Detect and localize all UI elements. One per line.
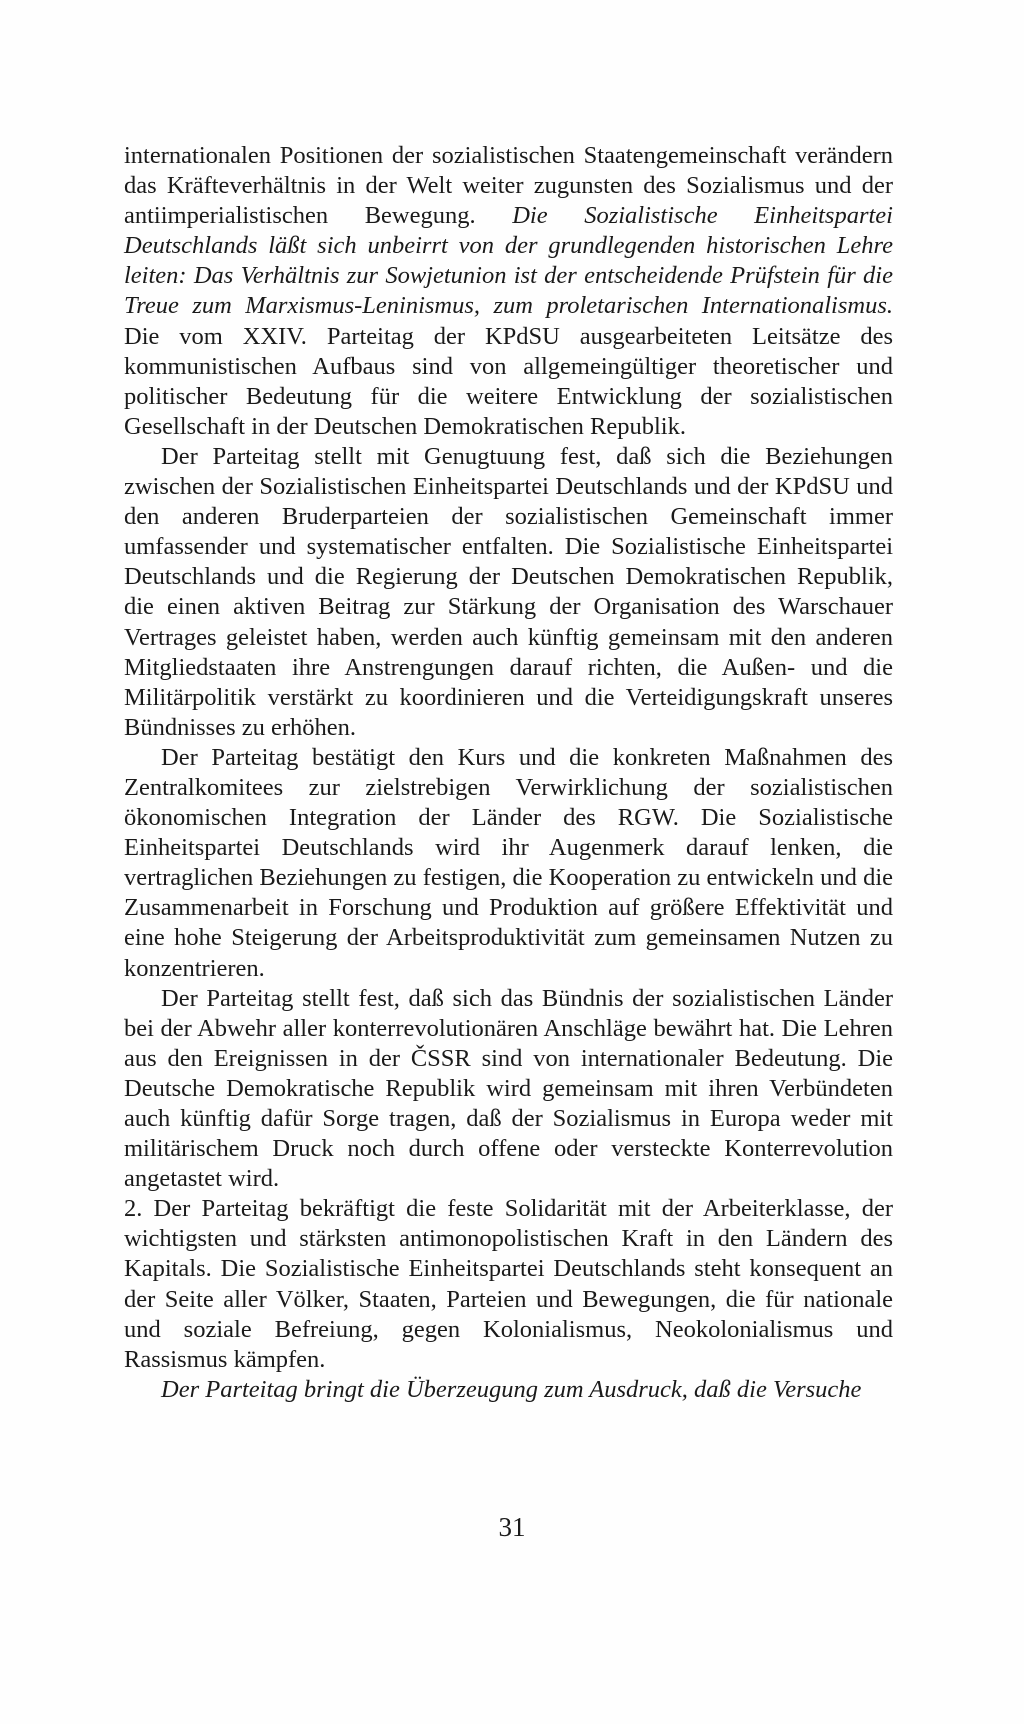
paragraph-5-numbered [124, 1194, 893, 1375]
paragraph-1-segment-1: internationalen Positionen der sozialistischen Staatengemeinschaft verändern das Kräfteverhältnis in der Welt weiter zugunsten des Sozialismus und der antiimperialistischen Bewegung. [124, 142, 893, 230]
paragraph-1-segment-3: Die vom XXIV. Parteitag der KPdSU ausgearbeiteten Leitsätze des kommunistischen Aufbaus sind von allgemeingültiger theoretischer und politischer Bedeutung für die weitere Entwicklung der sozialistischen Gesellschaft in der Deutschen Demokratischen Republik. [124, 322, 893, 440]
paragraph-5-segment-1: 2. Der Parteitag bekräftigt die feste Solidarität mit der Arbeiterklasse, der wichtigsten und stärksten antimonopolistischen Kraft in den Ländern des Kapitals. Die Sozialistische Einheitspartei Deutschlands steht konsequent an der Seite aller Völker, Staaten, Parteien und Bewegungen, die für nationale und soziale Befreiung, gegen Kolonialismus, Neokolonialismus und Rassismus kämpfen. [124, 1195, 893, 1373]
paragraph-2 [124, 442, 893, 743]
paragraph-4-segment-1: Der Parteitag stellt fest, daß sich das Bündnis der sozialistischen Länder bei der Abwehr aller konterrevolutionären Anschläge bewährt hat. Die Lehren aus den Ereignissen in der ČSSR sind von internationaler Bedeutung. Die Deutsche Demokratische Republik wird gemeinsam mit ihren Verbündeten auch künftig dafür Sorge tragen, daß der Sozialismus in Europa weder mit militärischem Druck noch durch offene oder versteckte Konterrevolution angetastet wird. [124, 984, 893, 1193]
body-text [124, 141, 893, 1405]
paragraph-3-segment-1: Der Parteitag bestätigt den Kurs und die konkreten Maßnahmen des Zentralkomitees zur zielstrebigen Verwirklichung der sozialistischen ökonomischen Integration der Länder des RGW. Die Sozialistische Einheitspartei Deutschlands wird ihr Augenmerk darauf lenken, die vertraglichen Beziehungen zu festigen, die Kooperation zu entwickeln und die Zusammenarbeit in Forschung und Produktion auf größere Effektivität und eine hohe Steigerung der Arbeitsproduktivität zum gemeinsamen Nutzen zu konzentrieren. [124, 743, 893, 982]
paragraph-4 [124, 984, 893, 1195]
paragraph-1-segment-2: Die Sozialistische Einheitspartei Deutschlands läßt sich unbeirrt von der grundlegenden historischen Lehre leiten: Das Verhältnis zur Sowjetunion ist der entscheidende Prüfstein für die Treue zum Marxismus-Leninismus, zum proletarischen Internationalismus. [124, 202, 893, 320]
paragraph-2-segment-1: Der Parteitag stellt mit Genugtuung fest, daß sich die Beziehungen zwischen der Sozialistischen Einheitspartei Deutschlands und der KPdSU und den anderen Bruderparteien der sozialistischen Gemeinschaft immer umfassender und systematischer entfalten. Die Sozialistische Einheitspartei Deutschlands und die Regierung der Deutschen Demokratischen Republik, die einen aktiven Beitrag zur Stärkung der Organisation des Warschauer Vertrages geleistet haben, werden auch künftig gemeinsam mit den anderen Mitgliedstaaten ihre Anstrengungen darauf richten, die Außen- und die Militärpolitik verstärkt zu koordinieren und die Verteidigungskraft unseres Bündnisses zu erhöhen. [124, 442, 893, 741]
paragraph-6-segment-1: Der Parteitag bringt die Überzeugung zum Ausdruck, daß die Versuche [161, 1375, 862, 1403]
paragraph-6 [124, 1375, 893, 1405]
paragraph-3 [124, 743, 893, 984]
page-number: 31 [498, 1512, 526, 1542]
paragraph-1 [124, 141, 893, 442]
